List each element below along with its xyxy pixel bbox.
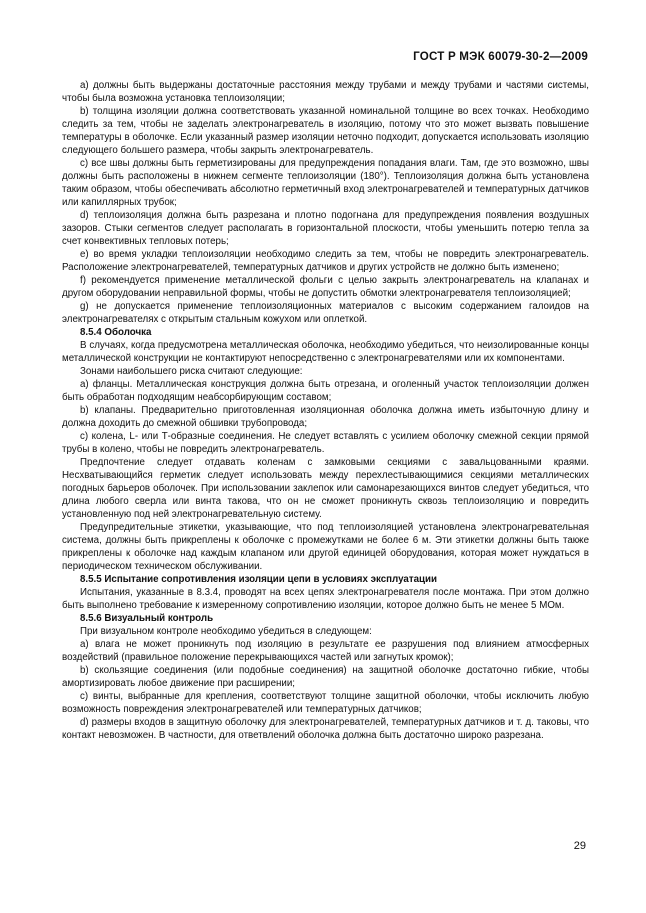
paragraph: а) должны быть выдержаны достаточные расстояния между трубами и между трубами и частями системы, чтобы была возможна установка теплоизоляции; (62, 80, 589, 104)
section-heading: 8.5.5 Испытание сопротивления изоляции цепи в условиях эксплуатации (80, 574, 438, 585)
paragraph: В случаях, когда предусмотрена металлическая оболочка, необходимо убедиться, что неизолированные концы металлической конструкции не контактируют непосредственно с электронагревателями или их компонентами. (62, 340, 589, 364)
document-body (62, 79, 589, 742)
paragraph: с) колена, L- или Т-образные соединения. Не следует вставлять с усилием оболочку смежной секции прямой трубы в колено, чтобы не повредить электронагреватель. (62, 431, 589, 455)
paragraph: b) скользящие соединения (или подобные соединения) на защитной оболочке достаточно гибкие, чтобы амортизировать любое движение при расширении; (62, 665, 589, 689)
paragraph: d) размеры входов в защитную оболочку для электронагревателей, температурных датчиков и т. д. таковы, что контакт невозможен. В частности, для ответвлений оболочка должна быть достаточно широко разрезана. (62, 717, 589, 741)
section-heading: 8.5.4 Оболочка (80, 327, 152, 338)
section-heading: 8.5.6 Визуальный контроль (80, 613, 214, 624)
paragraph: b) толщина изоляции должна соответствовать указанной номинальной толщине во всех точках. Необходимо следить за тем, чтобы не заделать электронагреватель в изоляцию, потому что это может вызвать повышение температуры в оболочке. Если указанный размер изоляции неточно подходит, допускается использовать изоляцию следующего большего размера, чтобы закрыть электронагреватель. (62, 106, 589, 156)
paragraph: с) все швы должны быть герметизированы для предупреждения попадания влаги. Там, где это возможно, швы должны быть расположены в нижнем сегменте теплоизоляции (180°). Теплоизоляция должна быть установлена таким образом, чтобы обеспечивать абсолютно герметичный вход электронагревателей и температурных датчиков или капиллярных трубок; (62, 158, 589, 208)
paragraph: а) влага не может проникнуть под изоляцию в результате ее разрушения под влиянием атмосферных воздействий (правильное положение перекрывающихся частей или загнутых кромок); (62, 639, 589, 663)
paragraph: Испытания, указанные в 8.3.4, проводят на всех цепях электронагревателя после монтажа. При этом должно быть выполнено требование к измеренному сопротивлению изоляции, которое должно быть не менее 5 МОм. (62, 587, 589, 611)
page-number: 29 (573, 840, 586, 852)
paragraph: Предупредительные этикетки, указывающие, что под теплоизоляцией установлена электронагревательная система, должны быть прикреплены к оболочке с промежутками не более 6 м. Эти этикетки должны быть также прикреплены к оболочке над каждым клапаном или другой единицей оборудования, которая может нуждаться в периодическом техническом обслуживании. (62, 522, 589, 572)
paragraph: f) рекомендуется применение металлической фольги с целью закрыть электронагреватель на клапанах и другом оборудовании неправильной формы, чтобы не допустить обмотки электронагревателя теплоизоляцией; (62, 275, 589, 299)
document-header: ГОСТ Р МЭК 60079-30-2—2009 (413, 50, 588, 63)
paragraph: Зонами наибольшего риска считают следующие: (80, 366, 303, 377)
paragraph: е) во время укладки теплоизоляции необходимо следить за тем, чтобы не повредить электронагреватель. Расположение электронагревателей, температурных датчиков и других устройств не должно быть изменено; (62, 249, 589, 273)
paragraph: При визуальном контроле необходимо убедиться в следующем: (80, 626, 372, 637)
paragraph: d) теплоизоляция должна быть разрезана и плотно подогнана для предупреждения появления воздушных зазоров. Стыки сегментов следует располагать в горизонтальной плоскости, чтобы уменьшить потерю тепла за счет конвективных тепловых потерь; (62, 210, 589, 247)
paragraph: а) фланцы. Металлическая конструкция должна быть отрезана, и оголенный участок теплоизоляции должен быть обработан подходящим неабсорбирующим составом; (62, 379, 589, 403)
paragraph: b) клапаны. Предварительно приготовленная изоляционная оболочка должна иметь избыточную длину и должна доходить до смежной обшивки трубопровода; (62, 405, 589, 429)
paragraph: Предпочтение следует отдавать коленам с замковыми секциями с завальцованными краями. Несхватывающийся герметик следует использовать между перехлестывающимися секциями металлических погодных барьеров оболочек. При использовании заклепок или самонарезающихся винтов следует убедиться, что длина любого сверла или винта такова, что он не сможет проникнуть сквозь теплоизоляцию и повредить установленную под ней электронагревательную систему. (62, 457, 589, 520)
paragraph: g) не допускается применение теплоизоляционных материалов с высоким содержанием галоидов на электронагревателях с открытым стальным кожухом или оплеткой. (62, 301, 589, 325)
paragraph: с) винты, выбранные для крепления, соответствуют толщине защитной оболочки, чтобы исключить любую возможность повреждения электронагревателей или температурных датчиков; (62, 691, 589, 715)
